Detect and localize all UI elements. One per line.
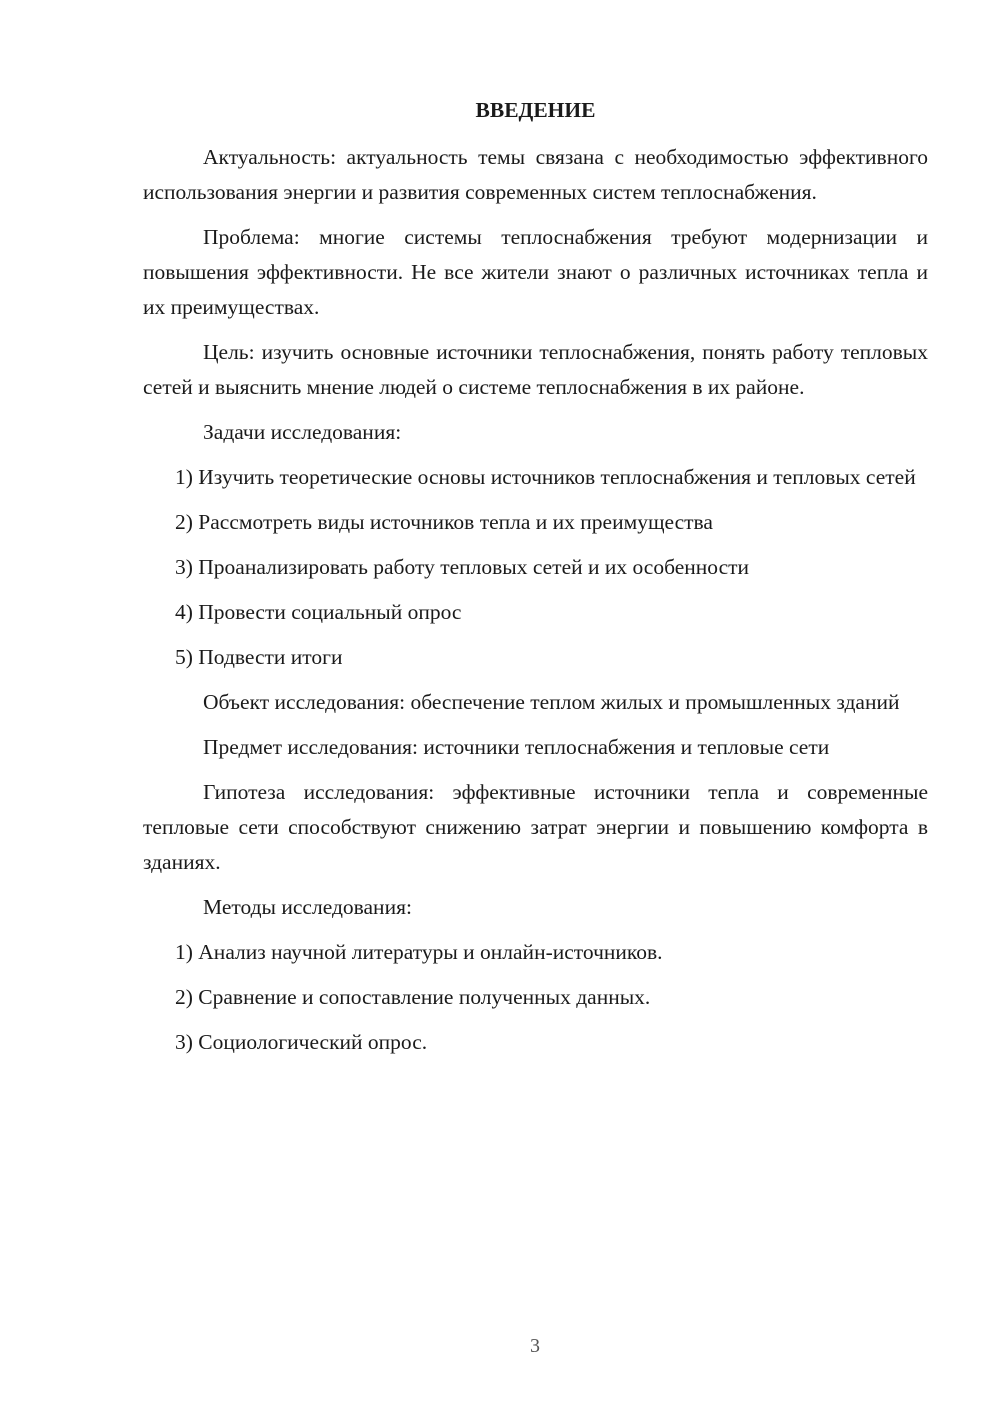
tasks-label: Задачи исследования:	[203, 420, 402, 444]
goal-paragraph: Цель: изучить основные источники теплоснабжения, понять работу тепловых сетей и выяснить мнение людей о системе теплоснабжения в их районе.	[143, 340, 928, 399]
subject-paragraph: Предмет исследования: источники теплоснабжения и тепловые сети	[203, 735, 830, 759]
document-page	[143, 95, 928, 1070]
relevance-paragraph: Актуальность: актуальность темы связана с необходимостью эффективного использования энергии и развития современных систем теплоснабжения.	[143, 145, 928, 204]
problem-paragraph: Проблема: многие системы теплоснабжения требуют модернизации и повышения эффективности. Не все жители знают о различных источниках тепла и их преимуществах.	[143, 225, 928, 319]
hypothesis-paragraph: Гипотеза исследования: эффективные источники тепла и современные тепловые сети способствуют снижению затрат энергии и повышению комфорта в зданиях.	[143, 780, 928, 874]
task-item: 2) Рассмотреть виды источников тепла и их преимущества	[175, 510, 713, 534]
method-item: 1) Анализ научной литературы и онлайн-источников.	[175, 940, 663, 964]
method-item: 2) Сравнение и сопоставление полученных данных.	[175, 985, 651, 1009]
page-number: 3	[530, 1335, 540, 1357]
method-item: 3) Социологический опрос.	[175, 1030, 428, 1054]
page-title: ВВЕДЕНИЕ	[475, 98, 596, 122]
task-item: 1) Изучить теоретические основы источников теплоснабжения и тепловых сетей	[175, 465, 916, 489]
object-paragraph: Объект исследования: обеспечение теплом жилых и промышленных зданий	[203, 690, 900, 714]
methods-label: Методы исследования:	[203, 895, 412, 919]
task-item: 4) Провести социальный опрос	[175, 600, 462, 624]
task-item: 5) Подвести итоги	[175, 645, 343, 669]
task-item: 3) Проанализировать работу тепловых сетей и их особенности	[175, 555, 750, 579]
